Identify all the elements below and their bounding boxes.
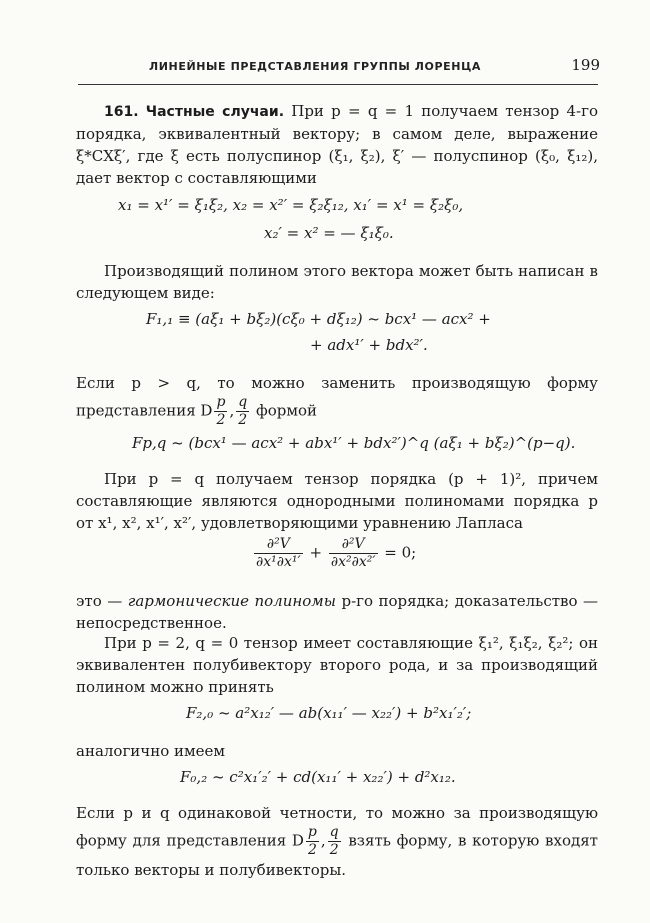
subscript-separator: , [229, 401, 235, 420]
page-header [80, 56, 600, 86]
equation-6: F₀,₂ ~ c²x₁′₂′ + cd(x₁₁′ + x₂₂′) + d²x₁₂. [180, 768, 456, 786]
laplace-fraction-2: $\frac{\text{∂²V}}{\text{∂x²∂x²′}}$ [330, 536, 376, 570]
paragraph-6 [76, 632, 598, 698]
paragraph-8-text: Если p и q одинаковой четности, то можно за производящую форму для представления D [76, 804, 598, 850]
paragraph-6-text: При p = 2, q = 0 тензор имеет составляющие ξ₁², ξ₁ξ₂, ξ₂²; он эквивалентен полубивектору второго рода, и за производящий полином можно принять [76, 634, 598, 696]
equation-1a: x₁ = x¹′ = ξ₁ξ₂, x₂ = x²′ = ξ₂ξ₁₂, x₁′ = x¹ = ξ₂ξ₀, [118, 196, 464, 214]
section-number: 161. [104, 104, 139, 120]
paragraph-3-text: Если p > q, то можно заменить производящую форму представления D [76, 374, 598, 420]
equation-laplace [252, 536, 416, 571]
paragraph-5-rest: p-го порядка; доказательство — непосредственное. [76, 592, 598, 632]
equation-5: F₂,₀ ~ a²x₁₂′ — ab(x₁₁′ — x₂₂′) + b²x₁′₂′; [186, 704, 472, 722]
laplace-plus: + [309, 543, 323, 562]
paragraph-4 [76, 468, 598, 534]
harmonic-polynomials-term: гармонические полиномы [127, 592, 336, 610]
paragraph-1-text: При p = q = 1 получаем тензор 4-го порядка, эквивалентный вектору; в самом деле, выражение ξ*CXξ′, где ξ есть полуспинор (ξ₁, ξ₂), ξ′ — полуспинор (ξ₀, ξ₁₂), дает вектор с составляющими [76, 102, 598, 187]
subscript-separator-2: , [320, 831, 326, 850]
laplace-fraction-1: $\frac{\text{∂²V}}{\text{∂x¹∂x¹′}}$ [256, 536, 301, 570]
equation-1b: x₂′ = x² = — ξ₁ξ₀. [264, 224, 394, 242]
running-title: ЛИНЕЙНЫЕ ПРЕДСТАВЛЕНИЯ ГРУППЫ ЛОРЕНЦА [148, 60, 481, 73]
paragraph-8 [76, 802, 598, 881]
paragraph-7 [76, 740, 598, 762]
equation-2a: F₁,₁ ≡ (aξ₁ + bξ₂)(cξ₀ + dξ₁₂) ~ bcx¹ — acx² + [146, 310, 491, 328]
page-number: 199 [571, 56, 600, 74]
paragraph-5 [76, 590, 598, 634]
fraction-q-half-2: $\frac{q}{2}$ [329, 824, 339, 858]
paragraph-3 [76, 372, 598, 429]
paragraph-7-text: аналогично имеем [76, 742, 226, 760]
paragraph-8-end: взять форму, в которую входят только векторы и полубивекторы. [76, 831, 598, 879]
fraction-q-half: $\frac{q}{2}$ [238, 394, 248, 428]
laplace-tail: = 0; [384, 543, 417, 562]
paragraph-1 [76, 100, 598, 189]
paragraph-2-text: Производящий полином этого вектора может быть написан в следующем виде: [76, 262, 598, 302]
paragraph-5-lead: это — [76, 592, 128, 610]
section-title: Частные случаи. [145, 104, 285, 120]
paragraph-4-text: При p = q получаем тензор порядка (p + 1)², причем составляющие являются однородными полиномами порядка p от x¹, x², x¹′, x²′, удовлетворяющими уравнению Лапласа [76, 470, 598, 532]
paragraph-3-end: формой [251, 401, 318, 420]
equation-2b: + adx¹′ + bdx²′. [310, 336, 428, 354]
header-rule [78, 84, 598, 85]
fraction-p-half: $\frac{p}{2}$ [216, 394, 226, 428]
equation-3: Fp,q ~ (bcx¹ — acx² + abx¹′ + bdx²′)^q (aξ₁ + bξ₂)^(p−q). [132, 434, 576, 452]
fraction-p-half-2: $\frac{p}{2}$ [307, 824, 317, 858]
paragraph-2 [76, 260, 598, 304]
